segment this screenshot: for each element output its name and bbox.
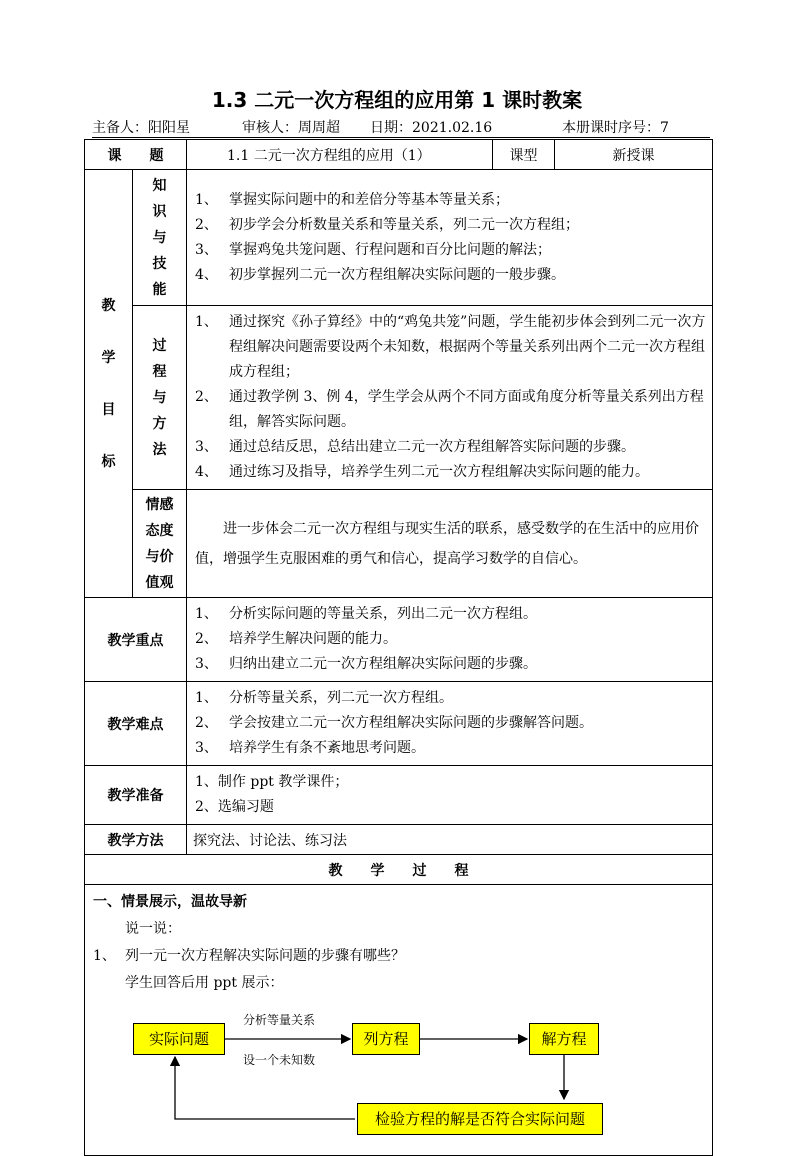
process-header-row	[85, 855, 713, 885]
list-item: 4、 初步掌握列二元一次方程组解决实际问题的一般步骤。	[195, 266, 565, 283]
question-text: 列一元一次方程解决实际问题的步骤有哪些？	[125, 948, 405, 964]
list-item: 1、 分析等量关系，列二元一次方程组。	[195, 690, 453, 706]
list-item: 2、选编习题	[195, 799, 274, 815]
process-list	[187, 306, 713, 490]
difficulties-list	[187, 682, 713, 766]
flow-box-solve: 解方程	[529, 1023, 599, 1055]
emotion-label: 情感 态度 与价 值观	[133, 490, 187, 598]
process-content-row	[85, 885, 713, 1156]
lesson-plan-table	[84, 139, 713, 1156]
preparation-label: 教学准备	[85, 766, 187, 825]
objectives-label: 教 学 目 标	[85, 170, 133, 598]
type-value: 新授课	[555, 140, 713, 170]
reviewer: 审核人：周周超	[242, 120, 340, 136]
list-item: 2、 通过教学例 3、例 4，学生学会从两个不同方面或角度分析等量关系列出方程组，解答实际问题。	[195, 389, 704, 430]
process-header: 教 学 过 程	[85, 855, 713, 885]
ppt-note: 学生回答后用 ppt 展示：	[125, 975, 284, 991]
list-item: 3、 培养学生有条不紊地思考问题。	[195, 740, 425, 756]
section-heading: 一、情景展示，温故导新	[93, 894, 247, 910]
difficulties-label: 教学难点	[85, 682, 187, 766]
flowchart	[93, 1001, 704, 1151]
objective-emotion-row	[85, 490, 713, 598]
emotion-text: 进一步体会二元一次方程组与现实生活的联系，感受数学的在生活中的应用价值，增强学生克服困难的勇气和信心，提高学习数学的自信心。	[187, 490, 713, 598]
key-points-list	[187, 598, 713, 682]
objective-knowledge-row	[85, 170, 713, 306]
methods-row	[85, 825, 713, 855]
list-item: 2、 学会按建立二元一次方程组解决实际问题的步骤解答问题。	[195, 715, 593, 731]
process-label: 过 程 与 方 法	[133, 306, 187, 490]
topic-value: 1.1 二元一次方程组的应用（1）	[187, 140, 493, 170]
flow-box-check: 检验方程的解是否符合实际问题	[357, 1103, 603, 1135]
question-line	[93, 943, 704, 970]
say-label: 说一说：	[125, 921, 181, 937]
serial: 本册课时序号：7	[562, 120, 669, 136]
list-item: 3、 通过总结反思，总结出建立二元一次方程组解答实际问题的步骤。	[195, 439, 635, 455]
list-item: 1、制作 ppt 教学课件；	[195, 774, 349, 790]
flow-box-actual-problem: 实际问题	[133, 1023, 225, 1055]
arrow-label-top: 分析等量关系	[243, 1013, 316, 1027]
key-points-label: 教学重点	[85, 598, 187, 682]
list-item: 3、 归纳出建立二元一次方程组解决实际问题的步骤。	[195, 656, 537, 672]
list-item: 2、 初步学会分析数量关系和等量关系，列二元一次方程组；	[195, 216, 579, 233]
list-item: 3、 掌握鸡兔共笼问题、行程问题和百分比问题的解法；	[195, 241, 551, 258]
question-number: 1、	[93, 948, 116, 964]
knowledge-label: 知 识 与 技 能	[133, 170, 187, 306]
preparation-list	[187, 766, 713, 825]
topic-label: 课 题	[85, 140, 187, 170]
key-points-row	[85, 598, 713, 682]
date: 日期：2021.02.16	[370, 120, 493, 136]
methods-label: 教学方法	[85, 825, 187, 855]
list-item: 1、 通过探究《孙子算经》中的“鸡兔共笼”问题，学生能初步体会到列二元一次方程组解决问题需要设两个未知数，根据两个等量关系列出两个二元一次方程组成方程组；	[195, 314, 706, 380]
flow-box-equation: 列方程	[352, 1023, 420, 1055]
meta-line	[92, 117, 710, 138]
topic-row	[85, 140, 713, 170]
page-title: 1.3 二元一次方程组的应用第 1 课时教案	[211, 88, 583, 112]
list-item: 1、 分析实际问题的等量关系，列出二元一次方程组。	[195, 606, 537, 622]
methods-text: 探究法、讨论法、练习法	[187, 825, 713, 855]
preparer: 主备人：阳阳星	[92, 120, 190, 136]
process-content	[85, 885, 713, 1156]
difficulties-row	[85, 682, 713, 766]
list-item: 2、 培养学生解决问题的能力。	[195, 631, 397, 647]
list-item: 1、 掌握实际问题中的和差倍分等基本等量关系；	[195, 191, 509, 208]
arrow-label-bottom: 设一个未知数	[243, 1053, 316, 1067]
objective-process-row	[85, 306, 713, 490]
preparation-row	[85, 766, 713, 825]
list-item: 4、 通过练习及指导，培养学生列二元一次方程组解决实际问题的能力。	[195, 464, 649, 480]
type-label: 课型	[493, 140, 555, 170]
knowledge-list	[187, 170, 713, 306]
